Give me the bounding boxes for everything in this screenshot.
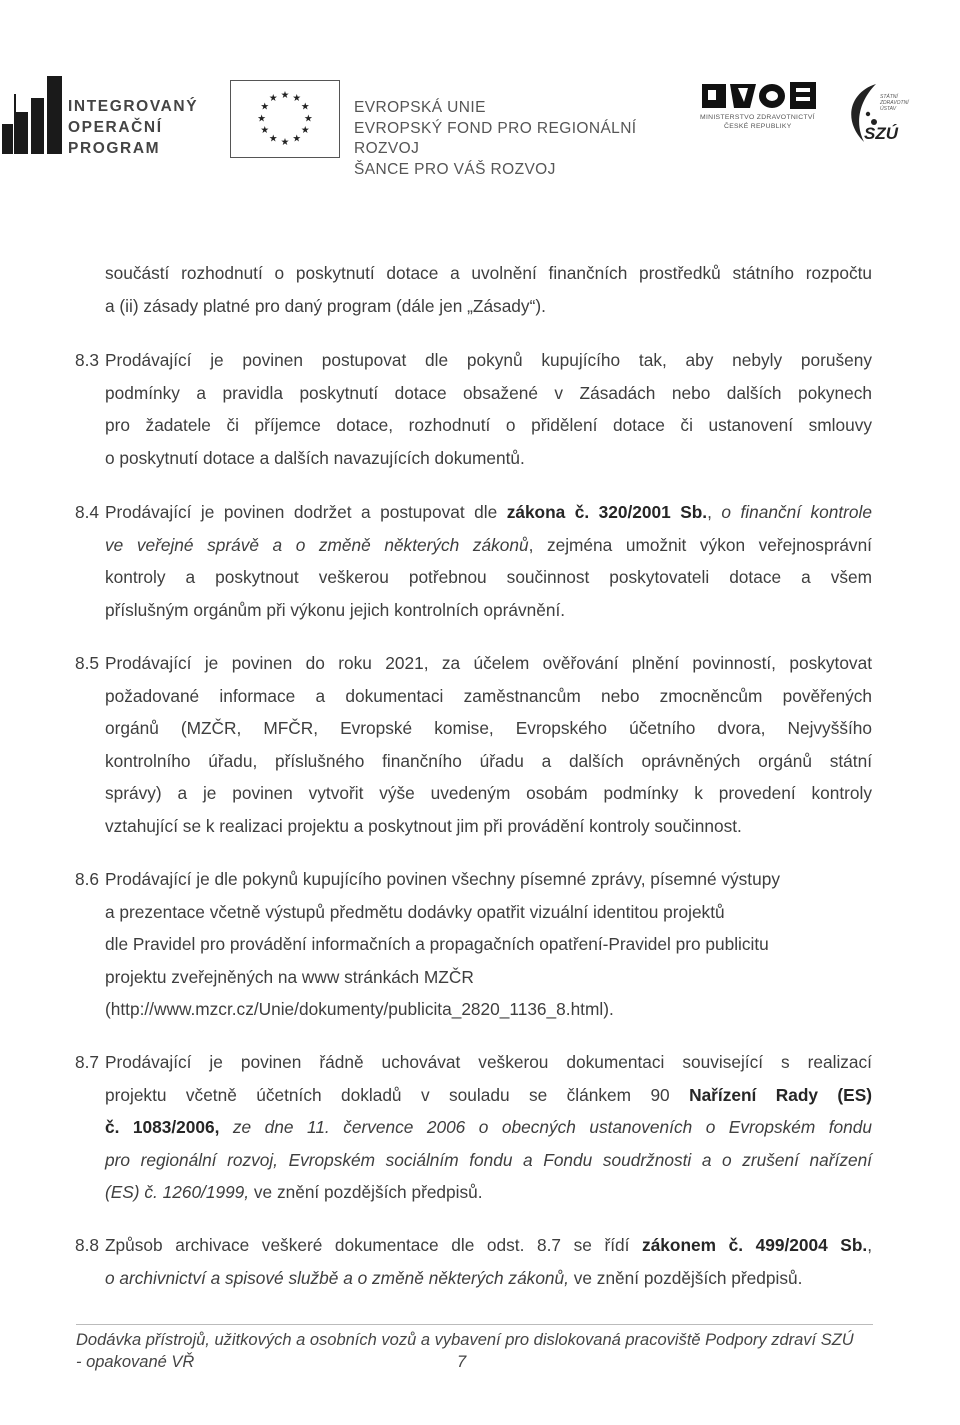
- ministry-line-2: ČESKÉ REPUBLIKY: [724, 123, 792, 130]
- para-line: [105, 529, 872, 562]
- eu-star-icon: ★: [292, 133, 302, 145]
- eu-star-icon: ★: [260, 125, 270, 137]
- page-number: 7: [457, 1353, 467, 1371]
- para-line: orgánů (MZČR, MFČR, Evropské komise, Evropského účetního dvora, Nejvyššího: [105, 718, 872, 738]
- paragraph-8-5: [75, 647, 872, 842]
- szu-small-1: STÁTNÍ: [880, 94, 898, 100]
- regulation-title: ze dne 11. července 2006 o obecných ustanoveních o Evropském fondu: [219, 1117, 872, 1137]
- para-line: kontroly a poskytnout veškerou potřebnou součinnost poskytovateli dotace a všem: [105, 567, 872, 587]
- para-line: [105, 1079, 872, 1112]
- eu-star-icon: ★: [300, 101, 310, 113]
- para-line: [105, 1144, 872, 1177]
- ministry-text: [700, 113, 815, 131]
- text-span: projektu včetně účetních dokladů v souladu se článkem 90: [105, 1084, 690, 1105]
- para-line: kontrolního úřadu, příslušného finančního úřadu a dalších oprávněných orgánů státní: [105, 750, 872, 771]
- text-span: Prodávající je povinen dodržet a postupovat dle: [105, 502, 507, 522]
- para-line: podmínky a pravidla poskytnutí dotace obsažené v Zásadách nebo dalších pokynech: [105, 382, 872, 403]
- paragraph-intro: [105, 257, 872, 322]
- text-span: , zejména umožnit výkon veřejnosprávní: [528, 534, 872, 555]
- eu-star-icon: ★: [304, 113, 313, 125]
- eu-logo: [230, 80, 670, 178]
- para-line: [105, 1229, 872, 1262]
- paragraph-8-4: [75, 496, 872, 626]
- law-title: o archivnictví a spisové službě a o změně některých zákonů,: [105, 1267, 569, 1288]
- paragraph-number: 8.7: [75, 1052, 100, 1072]
- ministry-line-1: MINISTERSTVO ZDRAVOTNICTVÍ: [700, 114, 815, 121]
- footer: [76, 1329, 876, 1373]
- text-span: Způsob archivace veškeré dokumentace dle odst. 8.7 se řídí: [105, 1235, 643, 1255]
- szu-logo: [836, 76, 920, 152]
- para-line: dle Pravidel pro provádění informačních a propagačních opatření-Pravidel pro publicitu: [105, 934, 769, 954]
- para-line: Prodávající je povinen do roku 2021, za účelem ověřování plnění povinností, poskytovat: [105, 653, 872, 673]
- url-text: (http://www.mzcr.cz/Unie/dokumenty/publicita_2820_1136_8.html).: [105, 999, 614, 1019]
- para-line: [105, 1111, 872, 1144]
- eu-text: [354, 98, 670, 180]
- eu-star-icon: ★: [280, 136, 290, 148]
- eu-line-2: EVROPSKÝ FOND PRO REGIONÁLNÍ ROZVOJ: [354, 119, 637, 157]
- paragraph-number: 8.4: [75, 502, 100, 522]
- footer-subtitle: - opakované VŘ: [76, 1353, 195, 1371]
- eu-flag-icon: [230, 80, 340, 158]
- footer-divider: [76, 1324, 873, 1325]
- iop-line-1: INTEGROVANÝ: [68, 98, 199, 115]
- paragraph-8-6: [75, 863, 872, 1026]
- eu-star-icon: ★: [257, 113, 266, 125]
- text-span: ve znění pozdějších předpisů.: [568, 1267, 803, 1288]
- eu-star-icon: ★: [260, 101, 270, 113]
- ministry-logo: [700, 78, 830, 138]
- para-line: [105, 496, 872, 529]
- intro-line-2: a (ii) zásady platné pro daný program (dále jen „Zásady“).: [105, 295, 546, 316]
- paragraph-8-3: [75, 344, 872, 474]
- para-line: Prodávající je dle pokynů kupujícího povinen všechny písemné zprávy, písemné výstupy: [105, 869, 780, 889]
- paragraph-number: 8.6: [75, 869, 100, 889]
- para-line: požadované informace a dokumentaci zaměstnancům nebo zmocněncům pověřených: [105, 685, 872, 706]
- iop-line-2: OPERAČNÍ: [68, 119, 163, 136]
- para-line: správy) a je povinen vytvořit výše uvedeným osobám podmínky k provedení kontroly: [105, 783, 872, 803]
- szu-small-2: ZDRAVOTNÍ: [880, 100, 909, 106]
- para-line: Prodávající je povinen postupovat dle pokynů kupujícího tak, aby nebyly porušeny: [105, 350, 872, 370]
- szu-logo-text: SZÚ: [864, 124, 898, 143]
- eu-star-icon: ★: [280, 90, 290, 102]
- paragraph-8-7: [75, 1046, 872, 1209]
- szu-small-text: [880, 94, 909, 112]
- eu-line-1: EVROPSKÁ UNIE: [354, 99, 486, 116]
- paragraph-number: 8.3: [75, 350, 100, 370]
- eu-star-icon: ★: [292, 93, 302, 105]
- law-title: ve veřejné správě a o změně některých zákonů: [105, 534, 529, 555]
- regulation-title: (ES) č. 1260/1999,: [105, 1182, 250, 1202]
- eu-line-3: ŠANCE PRO VÁŠ ROZVOJ: [354, 160, 556, 178]
- ministry-emblem-icon: [700, 78, 820, 112]
- regulation-reference: č. 1083/2006,: [105, 1117, 220, 1137]
- footer-title: Dodávka přístrojů, užitkových a osobních vozů a vybavení pro dislokovaná pracoviště Podpory zdraví SZÚ: [76, 1331, 854, 1349]
- iop-logo: [0, 68, 200, 160]
- eu-star-icon: ★: [300, 125, 310, 137]
- regulation-reference: Nařízení Rady (ES): [689, 1084, 872, 1105]
- para-line: o poskytnutí dotace a dalších navazujících dokumentů.: [105, 447, 525, 468]
- eu-star-icon: ★: [268, 93, 278, 105]
- paragraph-8-8: [75, 1229, 872, 1294]
- szu-small-3: ÚSTAV: [880, 106, 897, 112]
- law-reference: zákona č. 320/2001 Sb.: [506, 502, 708, 522]
- law-reference: zákonem č. 499/2004 Sb.: [642, 1235, 868, 1255]
- para-line: Prodávající je povinen řádně uchovávat veškerou dokumentaci související s realizací: [105, 1052, 872, 1072]
- para-line: vztahující se k realizaci projektu a poskytnout jim při provádění kontroly součinnost.: [105, 815, 742, 836]
- iop-line-3: PROGRAM: [68, 140, 161, 157]
- para-line: a prezentace včetně výstupů předmětu dodávky opatřit vizuální identitou projektů: [105, 901, 725, 922]
- regulation-title: pro regionální rozvoj, Evropském sociálním fondu a Fondu soudržnosti a o zrušení nařízení: [105, 1149, 872, 1170]
- eu-star-icon: ★: [268, 133, 278, 145]
- para-line: pro žadatele či příjemce dotace, rozhodnutí o přidělení dotace či ustanovení smlouvy: [105, 415, 872, 435]
- paragraph-number: 8.8: [75, 1235, 100, 1255]
- iop-bars-icon: [0, 68, 64, 160]
- text-span: ve znění pozdějších předpisů.: [249, 1182, 483, 1202]
- iop-logo-text: [68, 96, 198, 159]
- para-line: [105, 1262, 872, 1295]
- para-line: příslušným orgánům při výkonu jejich kontrolních oprávnění.: [105, 599, 566, 620]
- para-line: [105, 1176, 872, 1209]
- text-span: ,: [867, 1235, 872, 1255]
- law-title: o finanční kontrole: [721, 502, 872, 522]
- intro-line-1: součástí rozhodnutí o poskytnutí dotace a uvolnění finančních prostředků státního rozpočtu: [105, 263, 872, 283]
- paragraph-number: 8.5: [75, 653, 100, 673]
- para-line: projektu zveřejněných na www stránkách MZČR: [105, 966, 474, 987]
- text-span: ,: [707, 502, 722, 522]
